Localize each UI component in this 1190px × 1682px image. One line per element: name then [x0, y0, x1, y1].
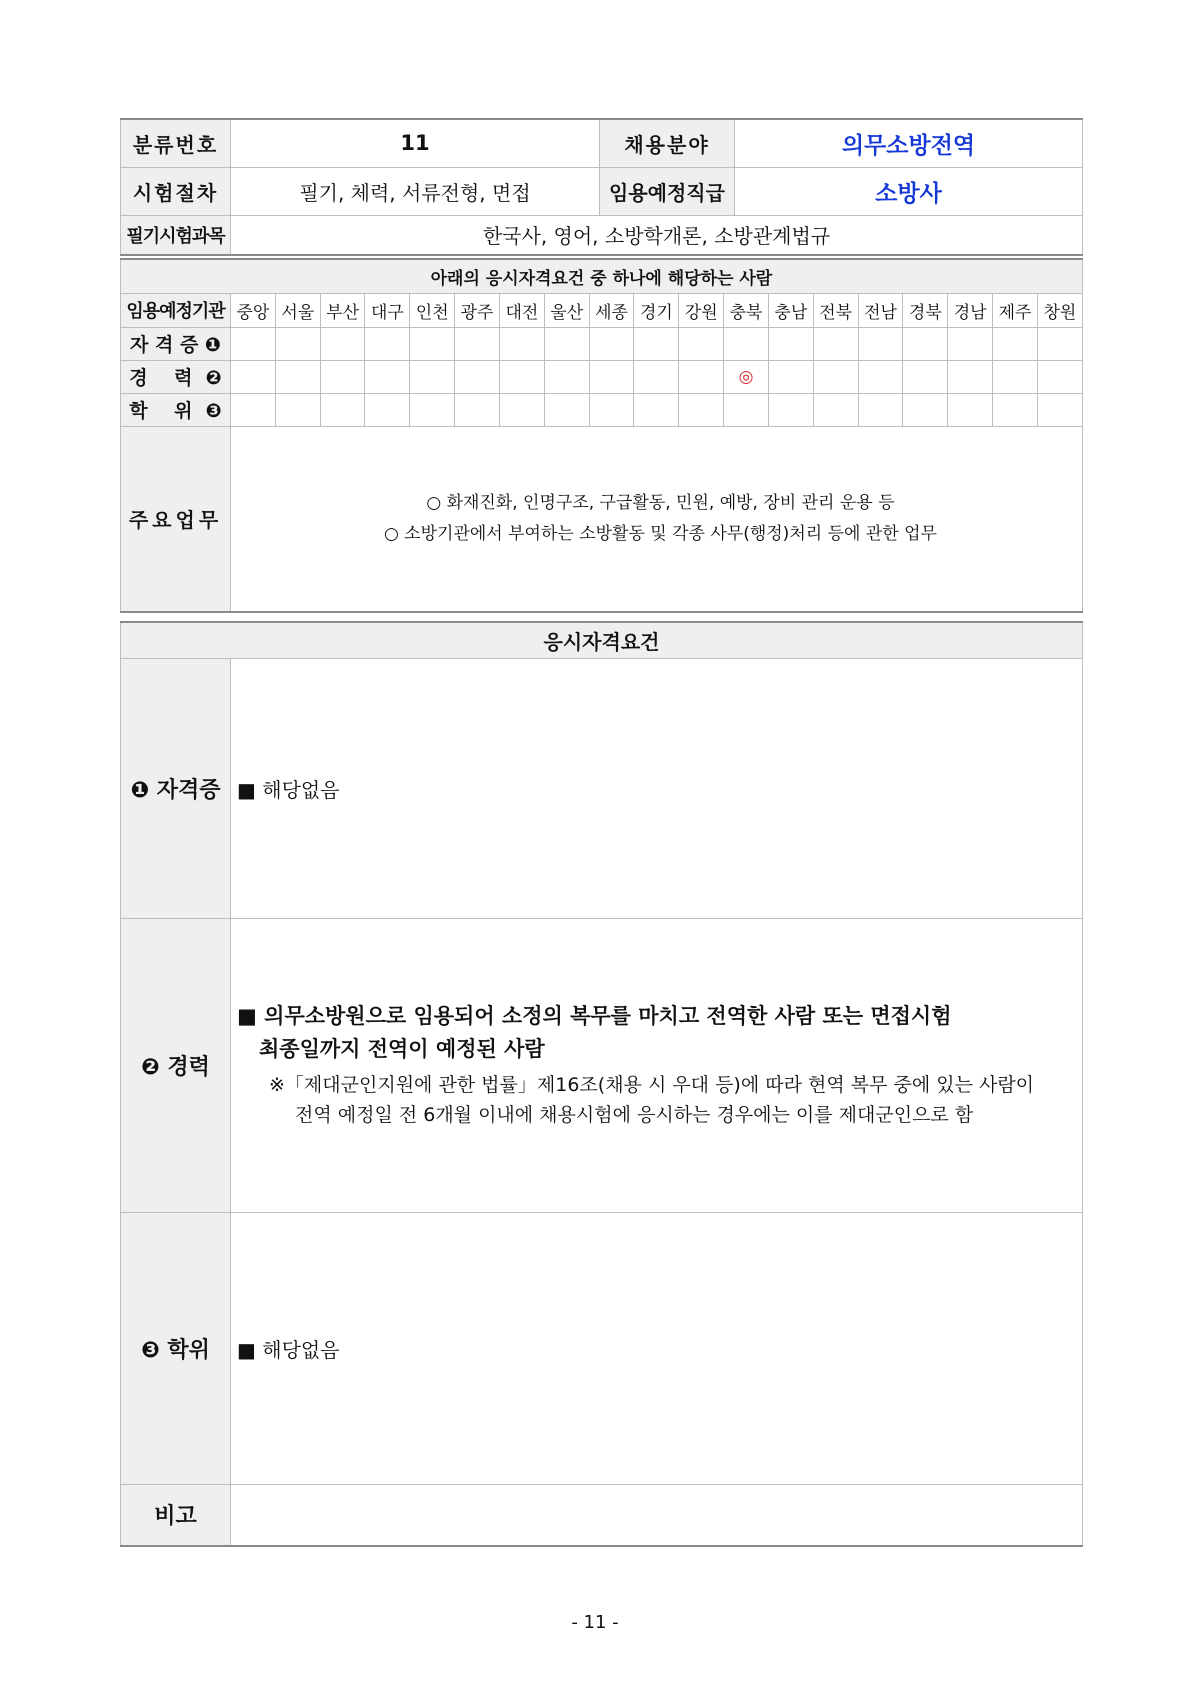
- agency-header: 중앙: [231, 293, 276, 327]
- agency-header: 울산: [544, 293, 589, 327]
- license-label: ❶ 자격증: [121, 658, 231, 918]
- career-row-label: 경 력 ❷: [121, 360, 231, 393]
- eligibility-cell: [634, 327, 679, 360]
- eligibility-heading: 아래의 응시자격요건 중 하나에 해당하는 사람: [121, 259, 1083, 293]
- agency-header: 대구: [365, 293, 410, 327]
- degree-value: ■ 해당없음: [231, 1212, 1083, 1484]
- eligibility-cell: [544, 327, 589, 360]
- agency-header: 전북: [813, 293, 858, 327]
- eligibility-grid: [120, 258, 1083, 613]
- eligibility-cell: [544, 393, 589, 426]
- agency-header: 경남: [948, 293, 993, 327]
- agency-header: 부산: [320, 293, 365, 327]
- eligibility-cell: [410, 360, 455, 393]
- eligibility-cell: [724, 393, 769, 426]
- eligibility-cell: [589, 327, 634, 360]
- agency-header: 충북: [724, 293, 769, 327]
- career-note: 전역 예정일 전 6개월 이내에 채용시험에 응시하는 경우에는 이를 제대군인으로 함: [295, 1104, 974, 1126]
- eligibility-cell: [903, 393, 948, 426]
- career-line: 최종일까지 전역이 예정된 사람: [259, 1037, 545, 1061]
- eligibility-cell: [634, 393, 679, 426]
- requirements-table: [120, 621, 1083, 1547]
- code-label: 분류번호: [121, 119, 231, 167]
- subjects-value: 한국사, 영어, 소방학개론, 소방관계법규: [231, 215, 1083, 255]
- field-label: 채용분야: [600, 119, 735, 167]
- eligibility-cell: [993, 393, 1038, 426]
- procedure-value: 필기, 체력, 서류전형, 면접: [231, 167, 600, 215]
- eligibility-cell: [813, 393, 858, 426]
- eligibility-cell: [544, 360, 589, 393]
- eligibility-cell: [1037, 360, 1082, 393]
- agency-header: 세종: [589, 293, 634, 327]
- eligibility-cell: [320, 393, 365, 426]
- agency-header: 전남: [858, 293, 903, 327]
- agency-header: 인천: [410, 293, 455, 327]
- eligibility-cell: [679, 393, 724, 426]
- eligibility-cell: [768, 393, 813, 426]
- eligibility-cell: [903, 360, 948, 393]
- eligibility-cell: [1037, 327, 1082, 360]
- eligibility-cell: [455, 360, 500, 393]
- eligibility-cell: [1037, 393, 1082, 426]
- info-table: [120, 118, 1083, 256]
- eligibility-cell: [231, 393, 276, 426]
- eligibility-cell: [589, 393, 634, 426]
- eligibility-cell: [948, 327, 993, 360]
- agency-header: 충남: [768, 293, 813, 327]
- agency-label: 임용예정기관: [121, 293, 231, 327]
- procedure-label: 시험절차: [121, 167, 231, 215]
- eligibility-cell: [993, 360, 1038, 393]
- eligibility-cell: [455, 327, 500, 360]
- duties-content: [231, 426, 1083, 612]
- eligibility-cell: [231, 360, 276, 393]
- eligibility-cell: [813, 360, 858, 393]
- eligibility-cell: [768, 327, 813, 360]
- eligibility-cell: [410, 327, 455, 360]
- eligibility-cell: [320, 327, 365, 360]
- career-note: ※「제대군인지원에 관한 법률」제16조(채용 시 우대 등)에 따라 현역 복무 중에 있는 사람이: [269, 1074, 1035, 1096]
- eligibility-cell: [275, 360, 320, 393]
- agency-header: 경기: [634, 293, 679, 327]
- eligibility-cell: [365, 327, 410, 360]
- agency-header: 서울: [275, 293, 320, 327]
- eligibility-cell: [813, 327, 858, 360]
- subjects-label: 필기시험과목: [121, 215, 231, 255]
- remarks-label: 비고: [121, 1484, 231, 1546]
- code-value: 11: [231, 119, 600, 167]
- remarks-value: [231, 1484, 1083, 1546]
- eligibility-cell: [768, 360, 813, 393]
- career-line: ■ 의무소방원으로 임용되어 소정의 복무를 마치고 전역한 사람 또는 면접시험: [237, 1004, 952, 1028]
- license-value: ■ 해당없음: [231, 658, 1083, 918]
- eligibility-cell: [499, 327, 544, 360]
- duty-item: ○ 화재진화, 인명구조, 구급활동, 민원, 예방, 장비 관리 운용 등: [426, 492, 895, 513]
- eligibility-cell: [679, 327, 724, 360]
- duty-item: ○ 소방기관에서 부여하는 소방활동 및 각종 사무(행정)처리 등에 관한 업무: [383, 523, 937, 544]
- duties-label: 주요업무: [121, 426, 231, 612]
- license-row-label: 자 격 증 ❶: [121, 327, 231, 360]
- degree-label: ❸ 학위: [121, 1212, 231, 1484]
- eligibility-cell: [499, 393, 544, 426]
- eligibility-cell: [858, 327, 903, 360]
- eligibility-cell: [320, 360, 365, 393]
- eligibility-cell: [455, 393, 500, 426]
- eligibility-cell: [948, 360, 993, 393]
- eligibility-cell: [365, 360, 410, 393]
- eligibility-cell: [275, 393, 320, 426]
- eligibility-cell: [948, 393, 993, 426]
- requirements-heading: 응시자격요건: [121, 622, 1083, 658]
- agency-header: 경북: [903, 293, 948, 327]
- eligibility-cell: [499, 360, 544, 393]
- rank-label: 임용예정직급: [600, 167, 735, 215]
- agency-header: 대전: [499, 293, 544, 327]
- degree-row-label: 학 위 ❸: [121, 393, 231, 426]
- eligibility-cell: [275, 327, 320, 360]
- career-label: ❷ 경력: [121, 918, 231, 1212]
- agency-header: 광주: [455, 293, 500, 327]
- agency-header: 창원: [1037, 293, 1082, 327]
- eligibility-cell: [724, 327, 769, 360]
- rank-value: 소방사: [735, 167, 1083, 215]
- career-content: [231, 918, 1083, 1212]
- eligibility-cell: [903, 327, 948, 360]
- agency-header: 강원: [679, 293, 724, 327]
- eligibility-cell: [679, 360, 724, 393]
- eligibility-cell: [365, 393, 410, 426]
- eligibility-cell: [993, 327, 1038, 360]
- eligibility-cell: [858, 393, 903, 426]
- eligibility-cell: [410, 393, 455, 426]
- page-number: - 11 -: [571, 1612, 619, 1633]
- eligibility-cell: [634, 360, 679, 393]
- agency-header: 제주: [993, 293, 1038, 327]
- eligibility-cell: [589, 360, 634, 393]
- eligibility-cell: ◎: [724, 360, 769, 393]
- recruitment-sheet: [120, 118, 1082, 1547]
- field-value: 의무소방전역: [735, 119, 1083, 167]
- eligibility-cell: [231, 327, 276, 360]
- eligibility-cell: [858, 360, 903, 393]
